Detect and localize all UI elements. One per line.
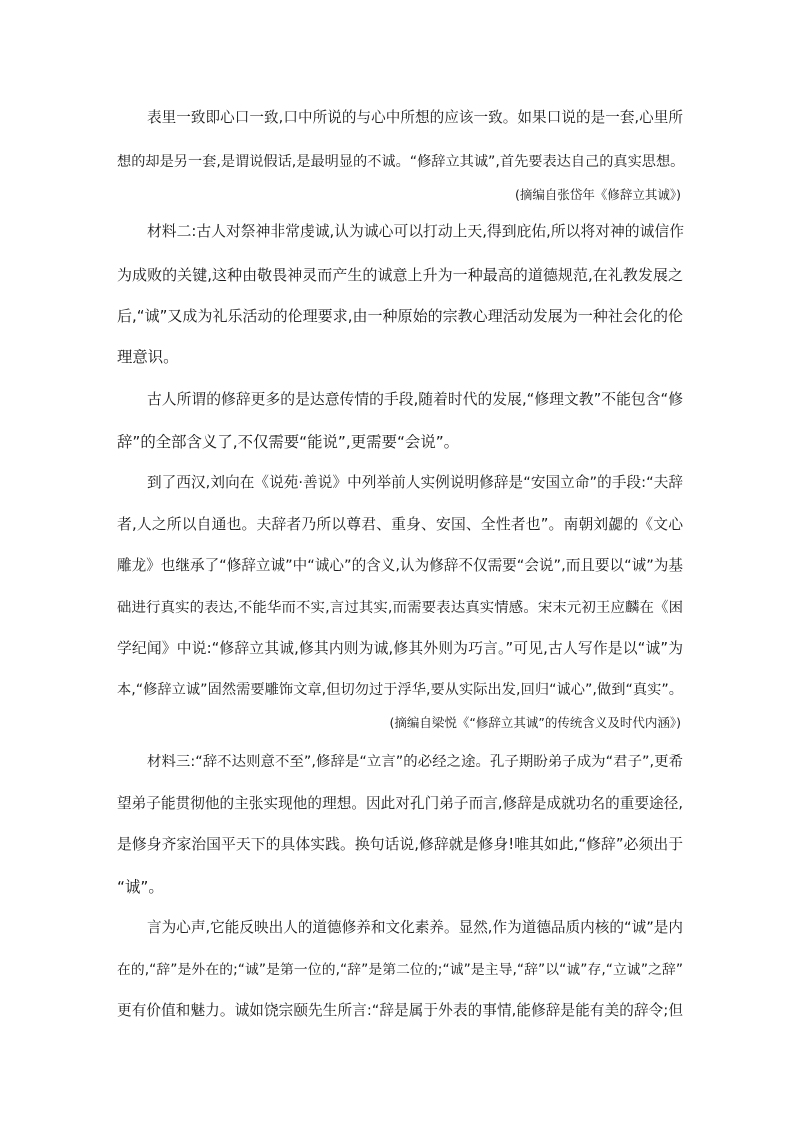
source-citation: (摘编自梁悦《“修辞立其诚”的传统含义及时代内涵》) bbox=[389, 715, 681, 730]
paragraph-line: 为成败的关键,这种由敬畏神灵而产生的诚意上升为一种最高的道德规范,在礼教发展之 bbox=[117, 266, 683, 284]
paragraph-line: 更有价值和魅力。诚如饶宗颐先生所言:“辞是属于外表的事情,能修辞是能有美的辞令;但 bbox=[117, 1002, 683, 1019]
paragraph-line: 材料二:古人对祭神非常虔诚,认为诚心可以打动上天,得到庇佑,所以将对神的诚信作 bbox=[147, 223, 684, 240]
paragraph-line: 础进行真实的表达,不能华而不实,言过其实,而需要表达真实情感。宋末元初王应麟在《困 bbox=[117, 600, 683, 616]
paragraph-line: 望弟子能贯彻他的主张实现他的理想。因此对孔门弟子而言,修辞是成就功名的重要途径, bbox=[117, 795, 683, 812]
paragraph-line: 在的,“辞”是外在的;“诚”是第一位的,“辞”是第二位的;“诚”是主导,“辞”以“诚”存,“立诚”之辞” bbox=[117, 962, 683, 978]
paragraph-line: 想的却是另一套,是谓说假话,是最明显的不诚。“修辞立其诚”,首先要表达自己的真实思想。 bbox=[117, 154, 685, 170]
paragraph-line: 学纪闻》中说:“修辞立其诚,修其内则为诚,修其外则为巧言。”可见,古人写作是以“诚”为 bbox=[117, 640, 683, 657]
paragraph-line: 古人所谓的修辞更多的是达意传情的手段,随着时代的发展,“修理文教”不能包含“修 bbox=[147, 391, 683, 408]
paragraph-line: 是修身齐家治国平天下的具体实践。换句话说,修辞就是修身!唯其如此,“修辞”必须出于 bbox=[117, 836, 683, 853]
paragraph-line: 本,“修辞立诚”固然需要雕饰文章,但切勿过于浮华,要从实际出发,回归“诚心”,做到“真实”。 bbox=[117, 682, 683, 698]
paragraph-line: 者,人之所以自通也。夫辞者乃所以尊君、重身、安国、全性者也”。南朝刘勰的《文心 bbox=[117, 516, 683, 533]
paragraph-line: 后,“诚”又成为礼乐活动的伦理要求,由一种原始的宗教心理活动发展为一种社会化的伦 bbox=[117, 307, 683, 325]
paragraph-line: 理意识。 bbox=[117, 348, 179, 366]
paragraph-line: 雕龙》也继承了“修辞立诚”中“诚心”的含义,认为修辞不仅需要“会说”,而且要以“诚”为基 bbox=[117, 557, 683, 574]
source-citation: (摘编自张岱年《修辞立其诚》) bbox=[514, 187, 681, 202]
paragraph-line: 言为心声,它能反映出人的道德修养和文化素养。显然,作为道德品质内核的“诚”是内 bbox=[147, 919, 683, 936]
paragraph-line: 材料三:“辞不达则意不至”,修辞是“立言”的必经之途。孔子期盼弟子成为“君子”,更希 bbox=[147, 754, 683, 770]
paragraph-line: 表里一致即心口一致,口中所说的与心中所想的应该一致。如果口说的是一套,心里所 bbox=[147, 109, 683, 126]
paragraph-line: 到了西汉,刘向在《说苑·善说》中列举前人实例说明修辞是“安国立命”的手段:“夫辞 bbox=[147, 474, 683, 491]
paragraph-line: 辞”的全部含义了,不仅需要“能说”,更需要“会说”。 bbox=[117, 433, 460, 451]
paragraph-line: “诚”。 bbox=[117, 878, 164, 896]
